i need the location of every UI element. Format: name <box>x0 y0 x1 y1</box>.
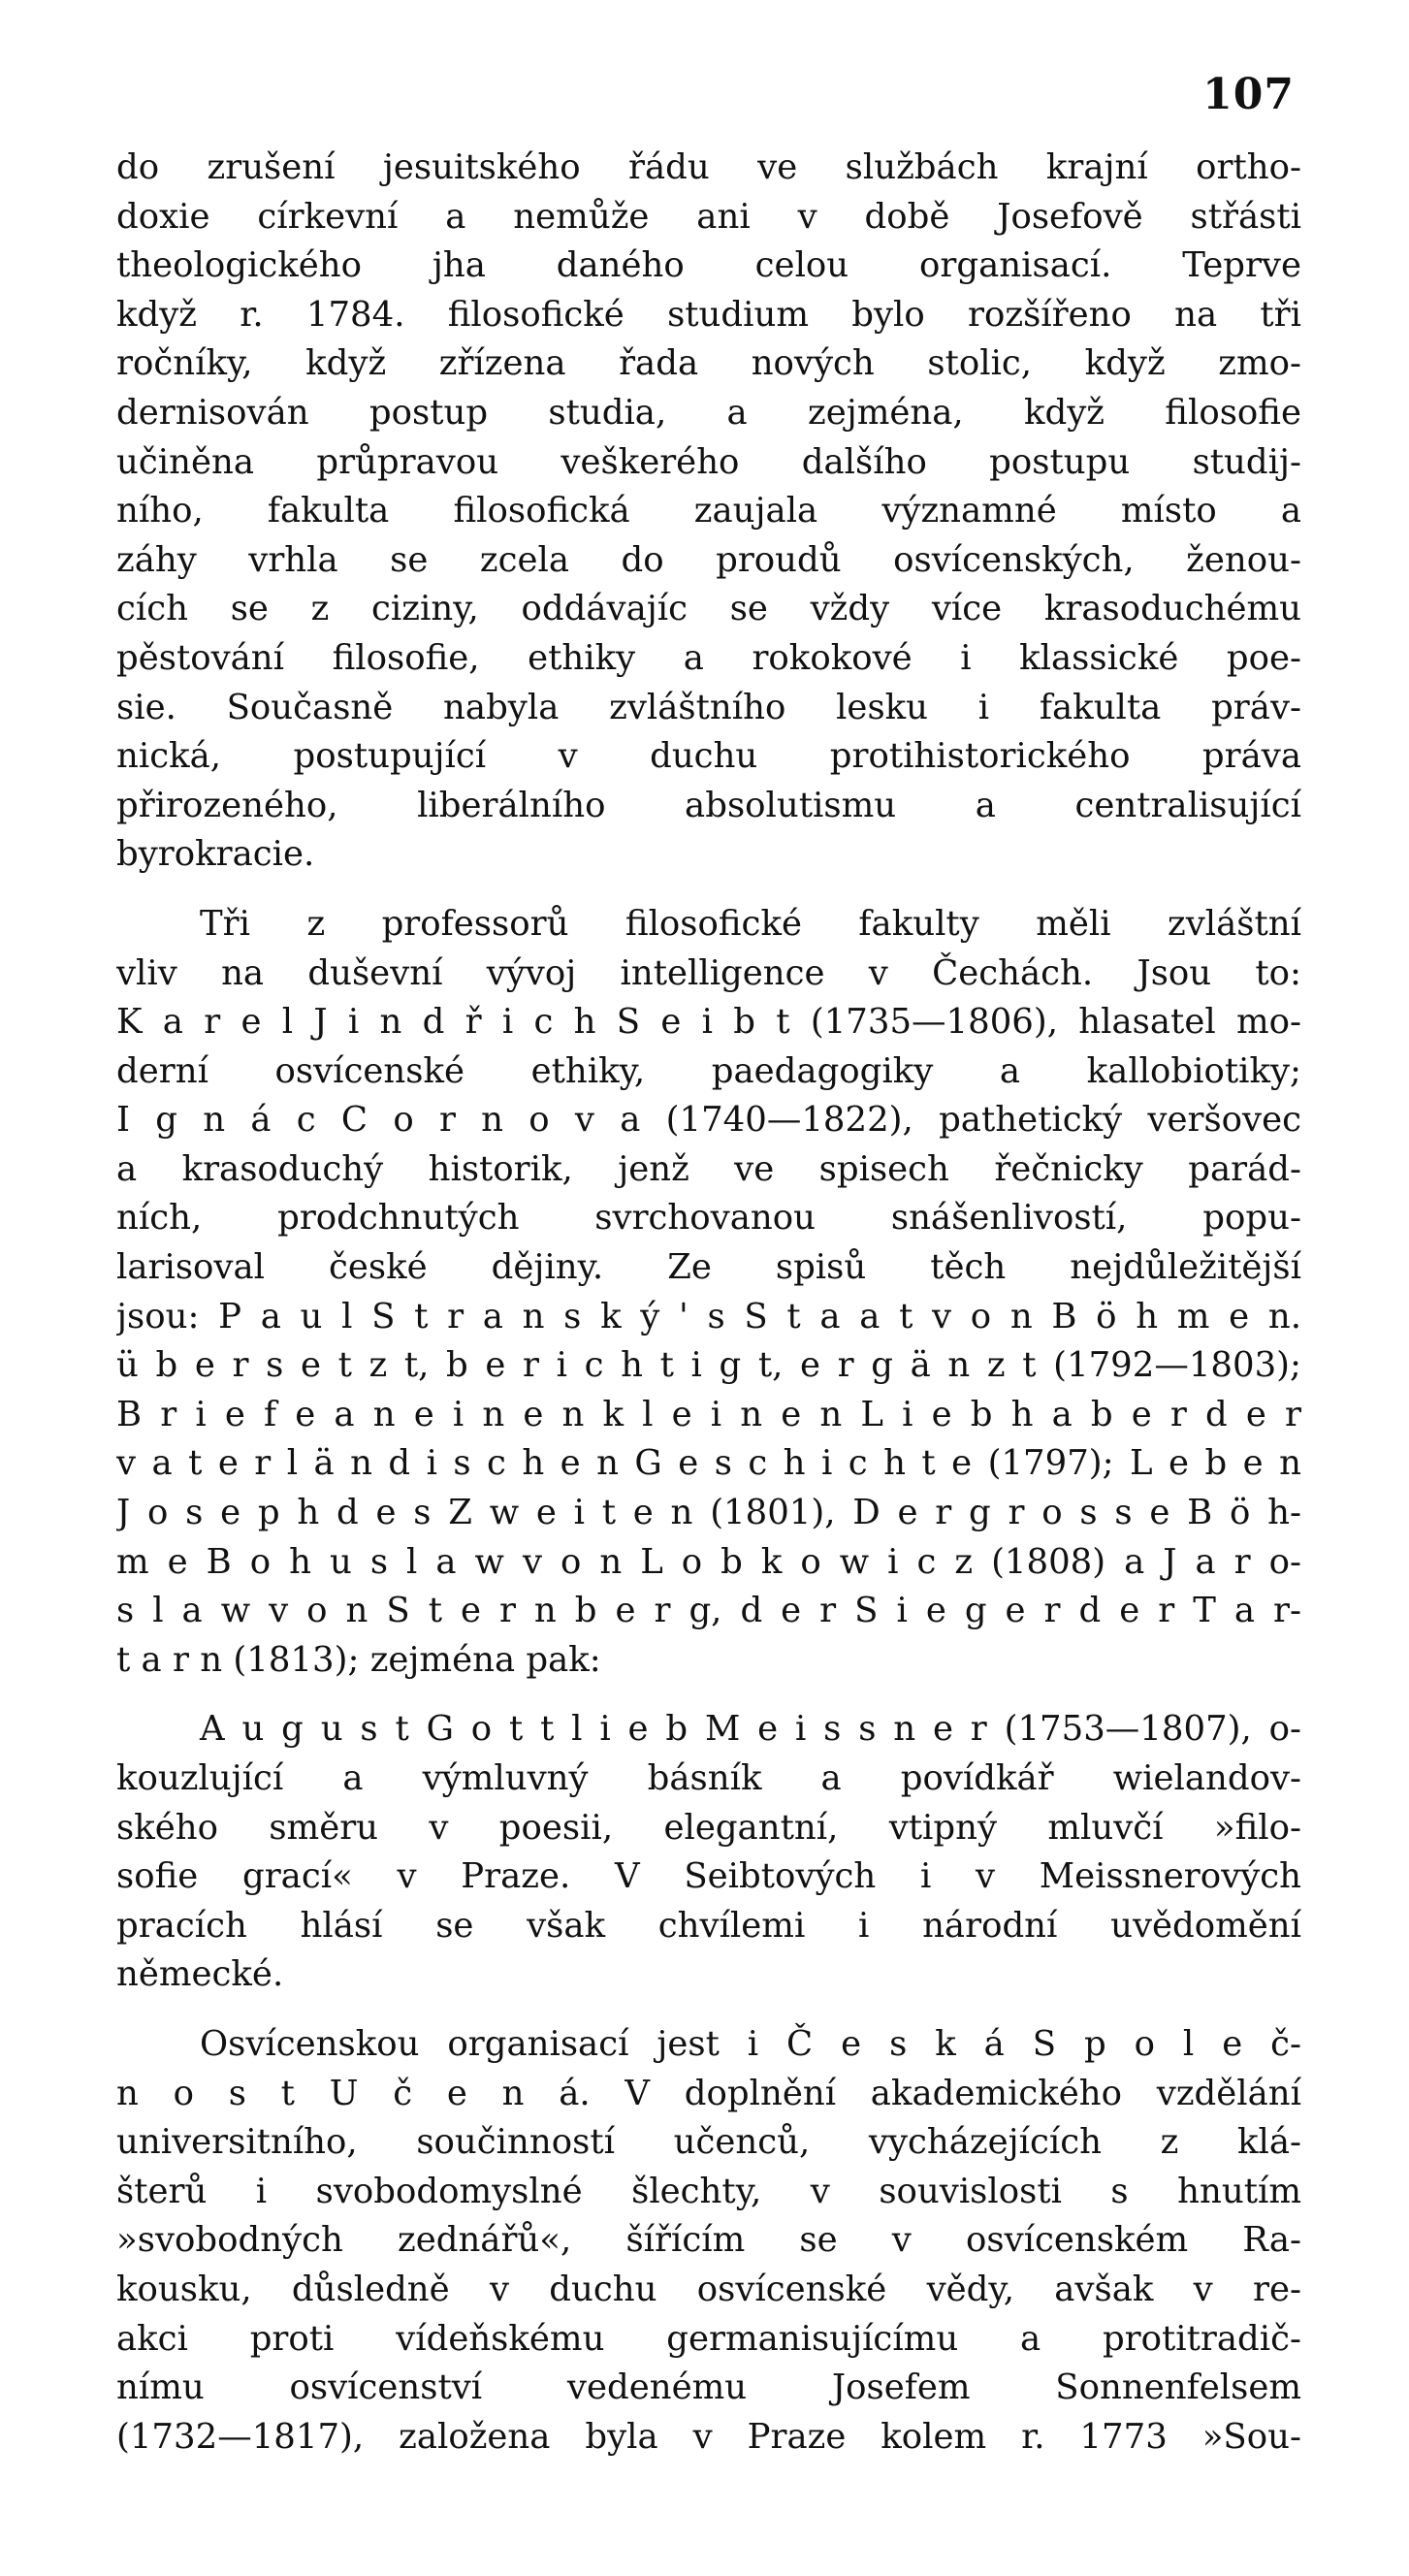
text-line: dernisován postup studia, a zejména, když filosofie <box>116 392 1301 433</box>
page-body <box>116 144 1301 2462</box>
text-line: ského směru v poesii, elegantní, vtipný mluvčí »filo- <box>116 1807 1301 1848</box>
text-line: ních, prodchnutých svrchovanou snášenlivostí, popu- <box>116 1198 1301 1239</box>
text-line: doxie církevní a nemůže ani v době Josefově střásti <box>116 196 1301 237</box>
text-line: s l a w v o n S t e r n b e r g, d e r S i e g e r d e r T a r- <box>116 1591 1301 1631</box>
paragraph-2 <box>116 900 1301 1686</box>
text-line: kousku, důsledně v duchu osvícenské vědy, avšak v re- <box>116 2269 1301 2309</box>
text-line: německé. <box>116 1954 284 1995</box>
page-number: 107 <box>1202 70 1295 119</box>
text-line: ü b e r s e t z t, b e r i c h t i g t, e r g ä n z t (1792—1803); <box>116 1345 1301 1386</box>
text-line: šterů i svobodomyslné šlechty, v souvislosti s hnutím <box>116 2171 1301 2211</box>
text-line: nímu osvícenství vedenému Josefem Sonnenfelsem <box>116 2367 1301 2408</box>
text-line: sie. Současně nabyla zvláštního lesku i fakulta práv- <box>116 687 1301 727</box>
text-line: J o s e p h d e s Z w e i t e n (1801), D e r g r o s s e B ö h- <box>116 1493 1301 1533</box>
text-line: ročníky, když zřízena řada nových stolic, když zmo- <box>116 343 1301 384</box>
text-line: kouzlující a výmluvný básník a povídkář wielandov- <box>116 1758 1301 1798</box>
paragraph-3 <box>116 1705 1301 2000</box>
text-line: pracích hlásí se však chvílemi i národní uvědomění <box>116 1905 1301 1946</box>
paragraph-1 <box>116 144 1301 880</box>
text-line: (1732—1817), založena byla v Praze kolem r. 1773 »Sou- <box>116 2416 1301 2457</box>
text-line: K a r e l J i n d ř i c h S e i b t (1735—1806), hlasatel mo- <box>116 1002 1301 1043</box>
text-line: B r i e f e a n e i n e n k l e i n e n L i e b h a b e r d e r <box>116 1394 1301 1434</box>
text-line: akci proti vídeňskému germanisujícímu a protitradič- <box>116 2318 1301 2359</box>
text-line: vliv na duševní vývoj intelligence v Čechách. Jsou to: <box>116 952 1301 993</box>
text-line: do zrušení jesuitského řádu ve službách krajní ortho- <box>116 147 1301 187</box>
text-line: Tři z professorů filosofické fakulty měli zvláštní <box>200 903 1301 944</box>
text-line: jsou: P a u l S t r a n s k ý ' s S t a a t v o n B ö h m e n. <box>116 1296 1301 1336</box>
text-line: I g n á c C o r n o v a (1740—1822), pathetický veršovec <box>116 1100 1301 1141</box>
text-line: nická, postupující v duchu protihistorického práva <box>116 736 1301 777</box>
text-line: universitního, součinností učenců, vycházejících z klá- <box>116 2122 1301 2163</box>
paragraph-4 <box>116 2020 1301 2462</box>
text-line: larisoval české dějiny. Ze spisů těch nejdůležitější <box>116 1247 1301 1288</box>
text-line: byrokracie. <box>116 834 315 875</box>
text-line: theologického jha daného celou organisací. Teprve <box>116 245 1301 286</box>
text-line: ního, fakulta filosofická zaujala významné místo a <box>116 491 1301 531</box>
text-line: cích se z ciziny, oddávajíc se vždy více krasoduchému <box>116 589 1301 629</box>
text-line: derní osvícenské ethiky, paedagogiky a kallobiotiky; <box>116 1050 1301 1091</box>
text-line: přirozeného, liberálního absolutismu a centralisující <box>116 785 1301 825</box>
text-line: m e B o h u s l a w v o n L o b k o w i c z (1808) a J a r o- <box>116 1541 1301 1582</box>
text-line: v a t e r l ä n d i s c h e n G e s c h i c h t e (1797); L e b e n <box>116 1443 1301 1484</box>
text-line: když r. 1784. filosofické studium bylo rozšířeno na tři <box>116 294 1301 335</box>
text-line: a krasoduchý historik, jenž ve spisech řečnicky parád- <box>116 1148 1301 1189</box>
text-line: záhy vrhla se zcela do proudů osvícenských, ženou- <box>116 539 1301 580</box>
text-line: A u g u s t G o t t l i e b M e i s s n e r (1753—1807), o- <box>200 1709 1301 1750</box>
text-line: učiněna průpravou veškerého dalšího postupu studij- <box>116 441 1301 482</box>
text-line: t a r n (1813); zejména pak: <box>116 1639 601 1680</box>
text-line: Osvícenskou organisací jest i Č e s k á S p o l e č- <box>200 2023 1301 2064</box>
text-line: »svobodných zednářů«, šířícím se v osvícenském Ra- <box>116 2220 1301 2261</box>
text-line: pěstování filosofie, ethiky a rokokové i klassické poe- <box>116 637 1301 678</box>
text-line: sofie grací« v Praze. V Seibtových i v Meissnerových <box>116 1856 1301 1897</box>
text-line: n o s t U č e n á. V doplnění akademického vzdělání <box>116 2073 1301 2113</box>
